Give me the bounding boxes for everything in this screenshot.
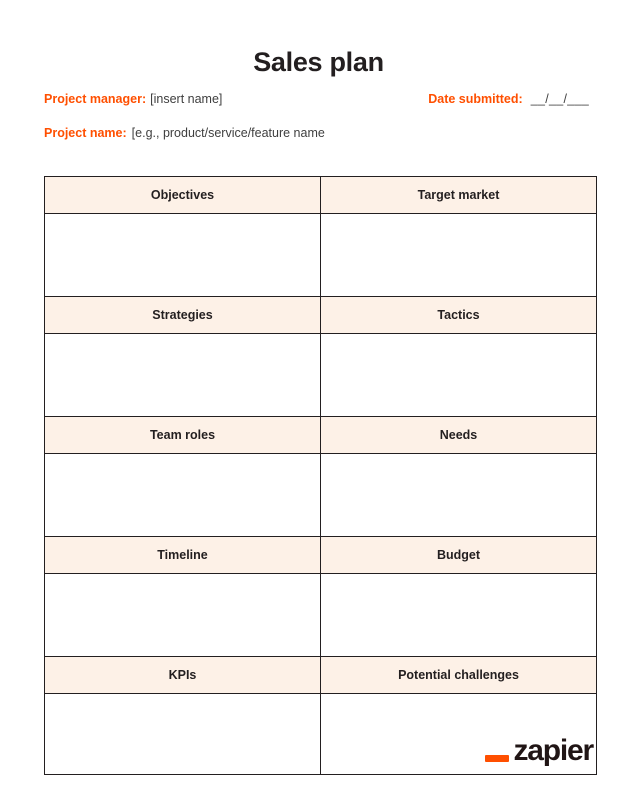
header-cell-target-market: Target market (321, 177, 597, 214)
body-cell-budget[interactable] (321, 574, 597, 657)
meta-row-primary (44, 91, 593, 107)
body-cell-kpis[interactable] (45, 694, 321, 775)
date-submitted-value[interactable]: __/__/___ (530, 92, 589, 106)
table-header-row (45, 177, 597, 214)
header-cell-team-roles: Team roles (45, 417, 321, 454)
project-manager-field (44, 91, 222, 107)
sales-plan-table (44, 176, 597, 775)
date-submitted-field (428, 91, 593, 107)
header-cell-strategies: Strategies (45, 297, 321, 334)
meta-row-secondary (44, 125, 593, 141)
page-title: Sales plan (253, 47, 384, 77)
header-cell-tactics: Tactics (321, 297, 597, 334)
date-submitted-label: Date submitted: (428, 92, 523, 106)
body-cell-objectives[interactable] (45, 214, 321, 297)
project-name-field (44, 125, 325, 141)
table-header-row (45, 537, 597, 574)
body-cell-tactics[interactable] (321, 334, 597, 417)
body-cell-timeline[interactable] (45, 574, 321, 657)
body-cell-target-market[interactable] (321, 214, 597, 297)
underscore-dash-icon (485, 755, 509, 762)
project-manager-label: Project manager: (44, 92, 147, 106)
header-cell-budget: Budget (321, 537, 597, 574)
header-cell-potential-challenges: Potential challenges (321, 657, 597, 694)
table-body-row (45, 214, 597, 297)
zapier-wordmark: zapier (513, 734, 593, 767)
body-cell-needs[interactable] (321, 454, 597, 537)
header-cell-timeline: Timeline (45, 537, 321, 574)
project-name-label: Project name: (44, 126, 127, 140)
header-cell-objectives: Objectives (45, 177, 321, 214)
zapier-logo (485, 736, 593, 766)
body-cell-strategies[interactable] (45, 334, 321, 417)
table-header-row (45, 657, 597, 694)
project-name-value[interactable]: [e.g., product/service/feature name (131, 126, 325, 140)
header-cell-needs: Needs (321, 417, 597, 454)
project-manager-value[interactable]: [insert name] (150, 92, 223, 106)
table-body-row (45, 454, 597, 537)
table-body-row (45, 334, 597, 417)
body-cell-team-roles[interactable] (45, 454, 321, 537)
header-cell-kpis: KPIs (45, 657, 321, 694)
table-body-row (45, 574, 597, 657)
table-header-row (45, 417, 597, 454)
table-header-row (45, 297, 597, 334)
